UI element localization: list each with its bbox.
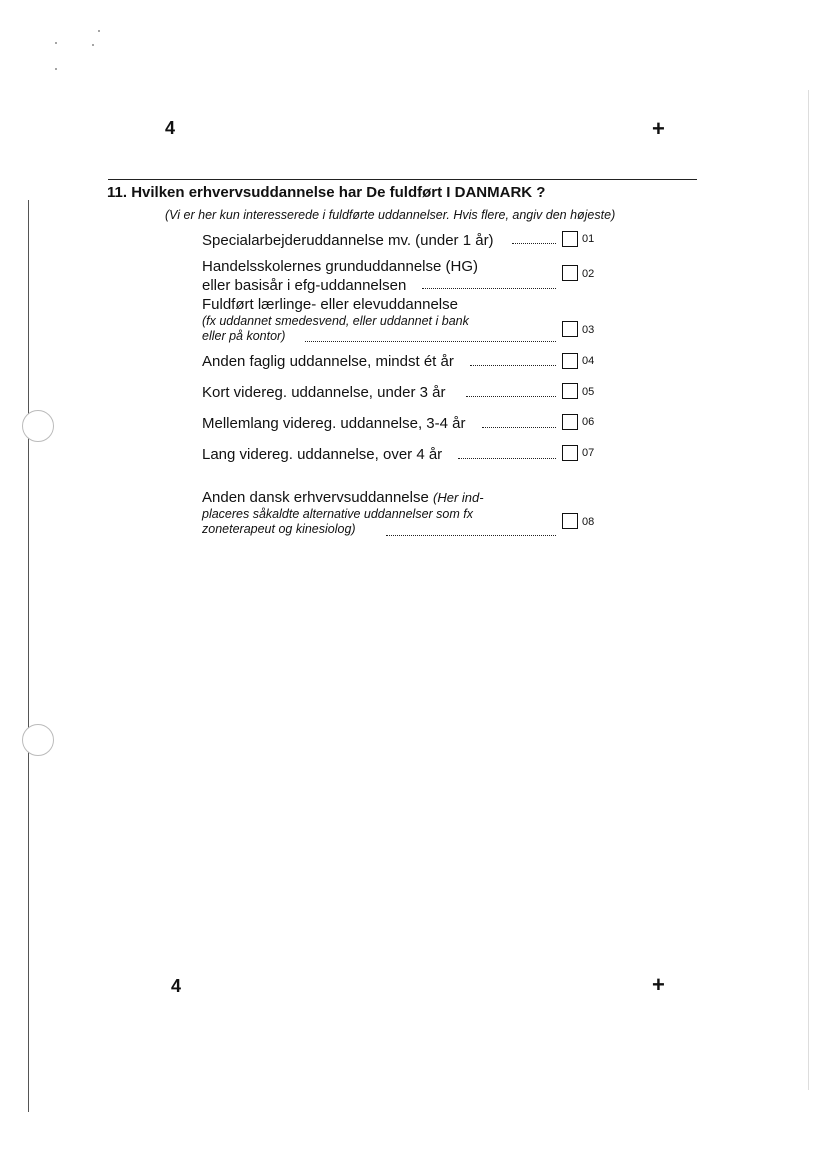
section-rule — [108, 179, 697, 180]
option-example: zoneterapeut og kinesiolog) — [202, 522, 356, 536]
option-01 — [202, 231, 602, 250]
scan-speck — [98, 30, 100, 32]
option-code: 04 — [582, 355, 595, 367]
leader-dots — [305, 341, 556, 342]
option-03 — [202, 295, 602, 344]
option-06 — [202, 414, 602, 433]
option-label: Handelsskolernes grunduddannelse (HG) — [202, 258, 478, 275]
leader-dots — [466, 396, 556, 397]
leader-dots — [482, 427, 556, 428]
left-margin-line — [28, 200, 29, 1112]
option-code: 01 — [582, 233, 595, 245]
checkbox-05[interactable] — [562, 383, 578, 399]
registration-mark-bottom: + — [652, 972, 665, 997]
option-08 — [202, 488, 602, 537]
punch-hole-bottom — [22, 724, 54, 756]
leader-dots — [458, 458, 556, 459]
option-label: Lang videreg. uddannelse, over 4 år — [202, 446, 443, 463]
checkbox-07[interactable] — [562, 445, 578, 461]
checkbox-08[interactable] — [562, 513, 578, 529]
option-code: 07 — [582, 447, 595, 459]
option-label: Anden faglig uddannelse, mindst ét år — [202, 353, 454, 370]
option-code: 02 — [582, 268, 595, 280]
page-number-top: 4 — [165, 118, 176, 138]
scan-speck — [92, 44, 94, 46]
option-label: Specialarbejderuddannelse mv. (under 1 år) — [202, 232, 494, 249]
checkbox-03[interactable] — [562, 321, 578, 337]
option-example: eller på kontor) — [202, 329, 286, 343]
option-label: Anden dansk erhvervsuddannelse — [202, 489, 429, 506]
option-note: (Her ind- — [433, 490, 484, 505]
option-label: eller basisår i efg-uddannelsen — [202, 277, 407, 294]
scan-speck — [55, 68, 57, 70]
option-code: 06 — [582, 416, 595, 428]
scan-speck — [55, 42, 57, 44]
checkbox-02[interactable] — [562, 265, 578, 281]
option-05 — [202, 383, 602, 402]
option-02 — [202, 257, 602, 295]
option-code: 08 — [582, 516, 595, 528]
option-code: 05 — [582, 386, 595, 398]
option-example: (fx uddannet smedesvend, eller uddannet i bank — [202, 314, 469, 328]
option-label: Fuldført lærlinge- eller elevuddannelse — [202, 296, 458, 313]
leader-dots — [422, 288, 556, 289]
leader-dots — [512, 243, 556, 244]
right-edge-line — [808, 90, 809, 1090]
leader-dots — [386, 535, 556, 536]
option-04 — [202, 352, 602, 371]
question-note: (Vi er her kun interesserede i fuldførte uddannelser. Hvis flere, angiv den højeste) — [165, 208, 616, 222]
question-title: 11. Hvilken erhvervsuddannelse har De fuldført I DANMARK ? — [107, 184, 546, 201]
checkbox-06[interactable] — [562, 414, 578, 430]
option-label: Mellemlang videreg. uddannelse, 3-4 år — [202, 415, 466, 432]
checkbox-01[interactable] — [562, 231, 578, 247]
page-number-bottom: 4 — [171, 976, 182, 996]
option-label-line — [202, 488, 602, 507]
option-example: placeres såkaldte alternative uddannelser som fx — [202, 507, 473, 521]
registration-mark-top: + — [652, 116, 665, 141]
punch-hole-top — [22, 410, 54, 442]
option-code: 03 — [582, 324, 595, 336]
option-07 — [202, 445, 602, 464]
checkbox-04[interactable] — [562, 353, 578, 369]
leader-dots — [470, 365, 556, 366]
option-label: Kort videreg. uddannelse, under 3 år — [202, 384, 446, 401]
